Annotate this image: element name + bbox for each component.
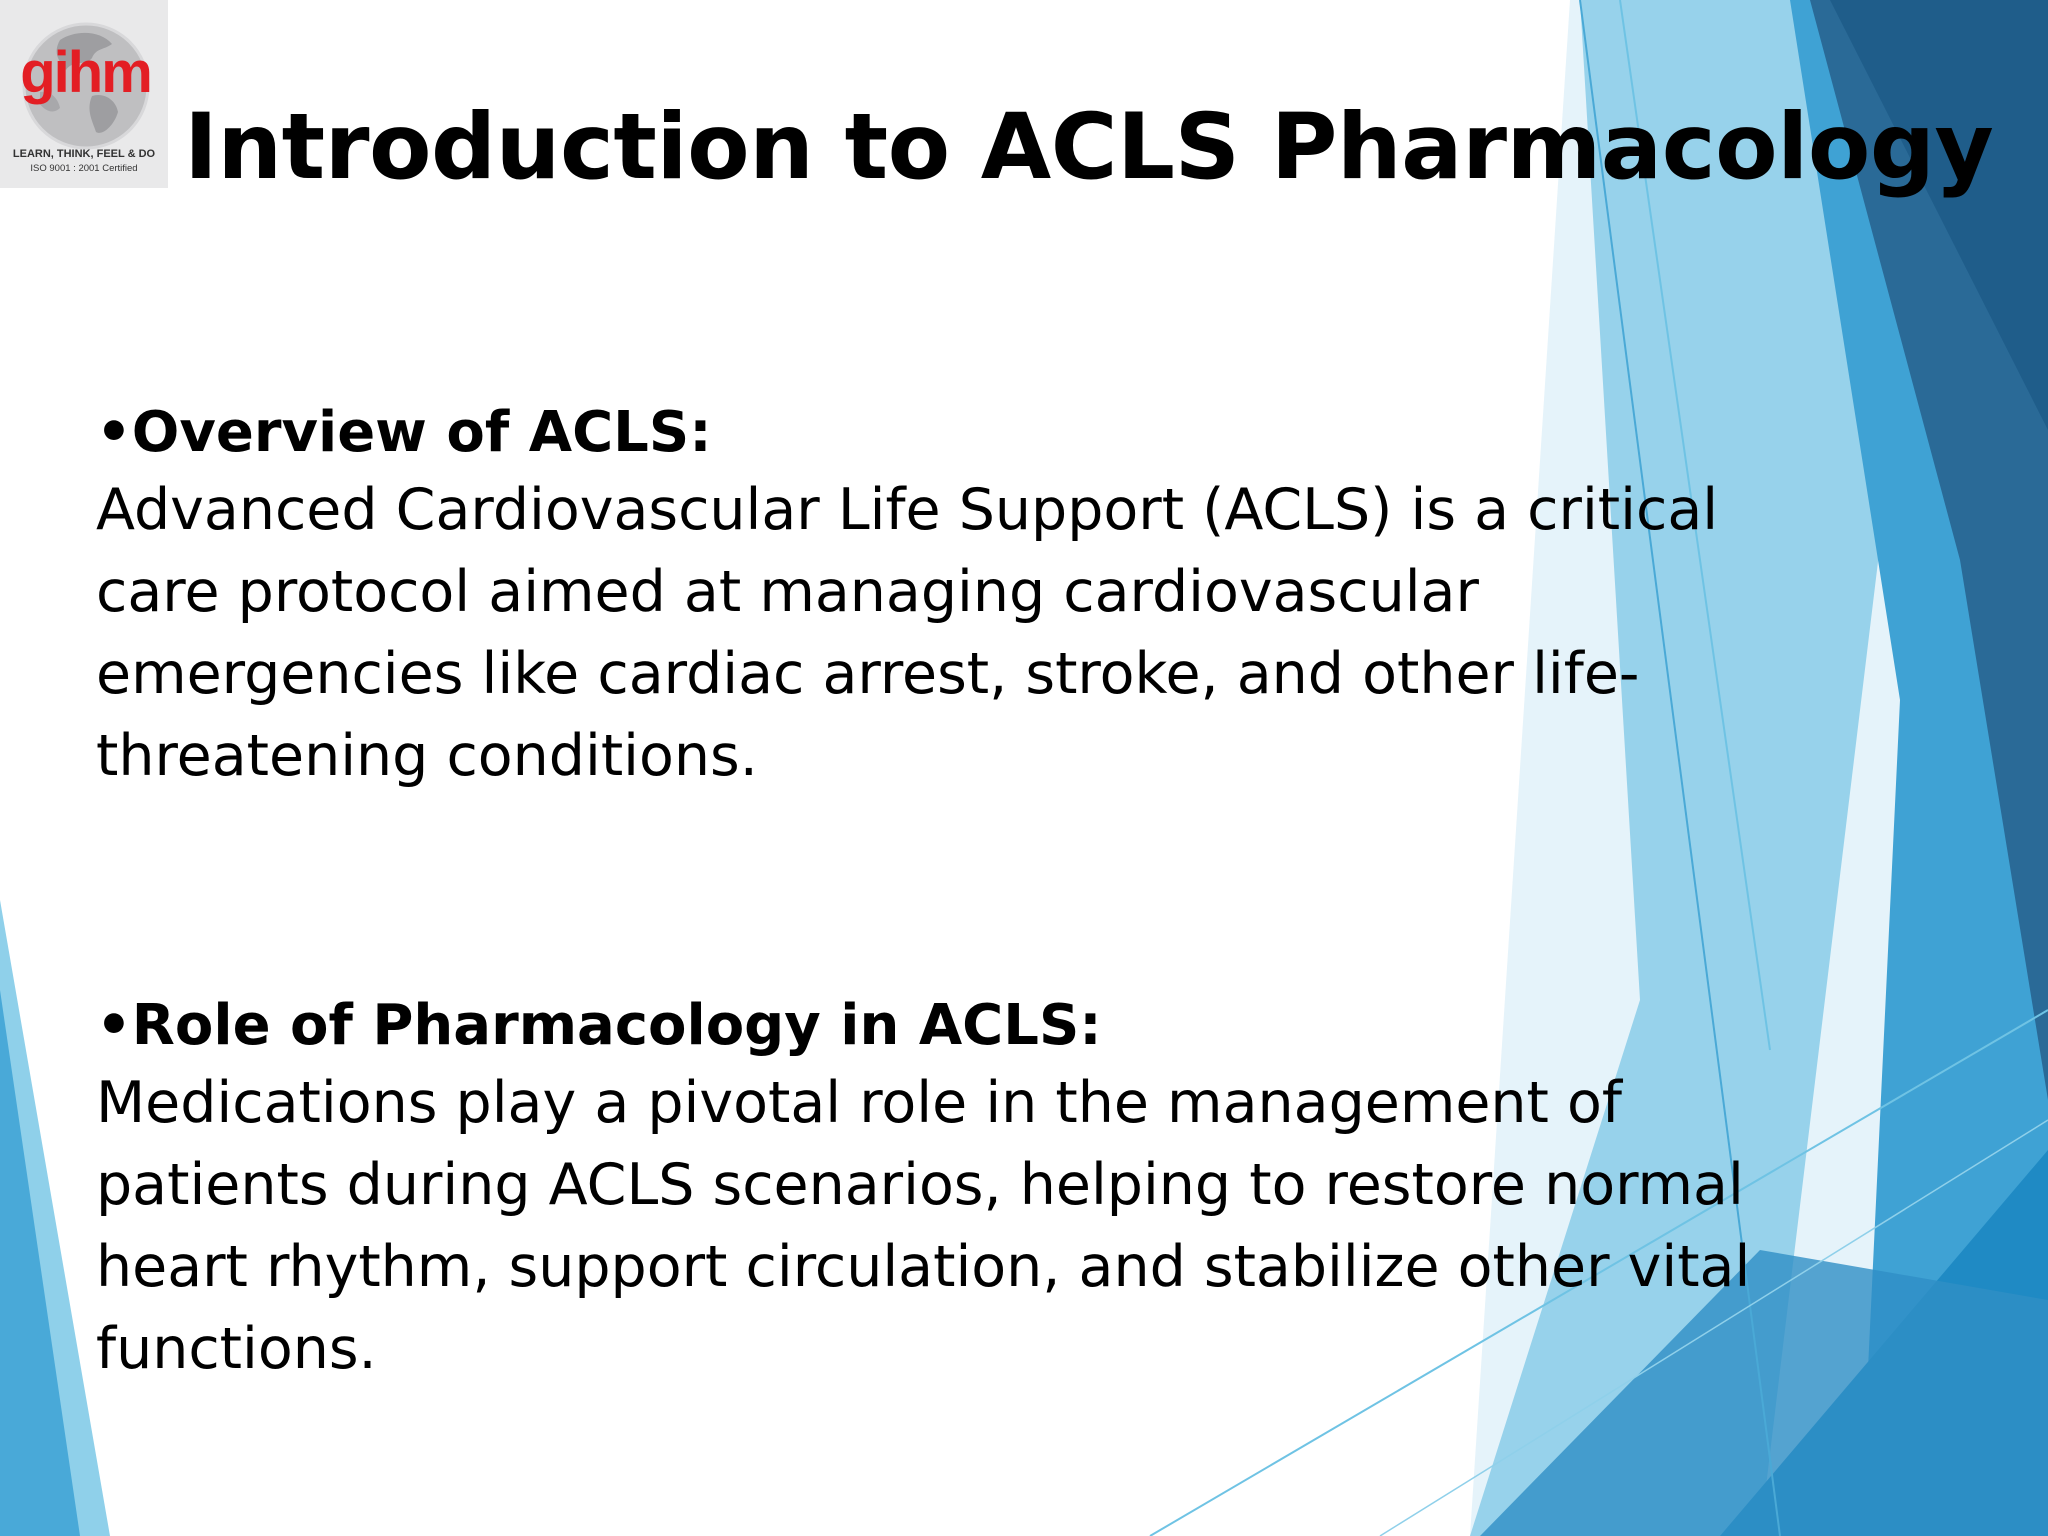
section-heading: •Overview of ACLS: — [96, 400, 712, 465]
logo-certification: ISO 9001 : 2001 Certified — [30, 163, 138, 174]
body-line: heart rhythm, support circulation, and stabilize other vital — [96, 1234, 1751, 1300]
body-line: functions. — [96, 1316, 377, 1382]
body-line: threatening conditions. — [96, 723, 758, 789]
body-line: care protocol aimed at managing cardiovascular — [96, 559, 1479, 625]
logo-tagline: LEARN, THINK, FEEL & DO — [12, 148, 156, 160]
body-line: Medications play a pivotal role in the management of — [96, 1070, 1622, 1136]
section-role-of-pharmacology — [96, 990, 1966, 1390]
body-line: Advanced Cardiovascular Life Support (ACLS) is a critical — [96, 477, 1719, 543]
body-line: emergencies like cardiac arrest, stroke, and other life- — [96, 641, 1640, 707]
logo — [0, 0, 168, 188]
body-line: patients during ACLS scenarios, helping to restore normal — [96, 1152, 1744, 1218]
section-overview — [96, 397, 1966, 797]
section-heading: •Role of Pharmacology in ACLS: — [96, 993, 1102, 1058]
logo-wordmark: gihm — [20, 40, 151, 105]
slide-title: Introduction to ACLS Pharmacology — [184, 95, 1994, 200]
